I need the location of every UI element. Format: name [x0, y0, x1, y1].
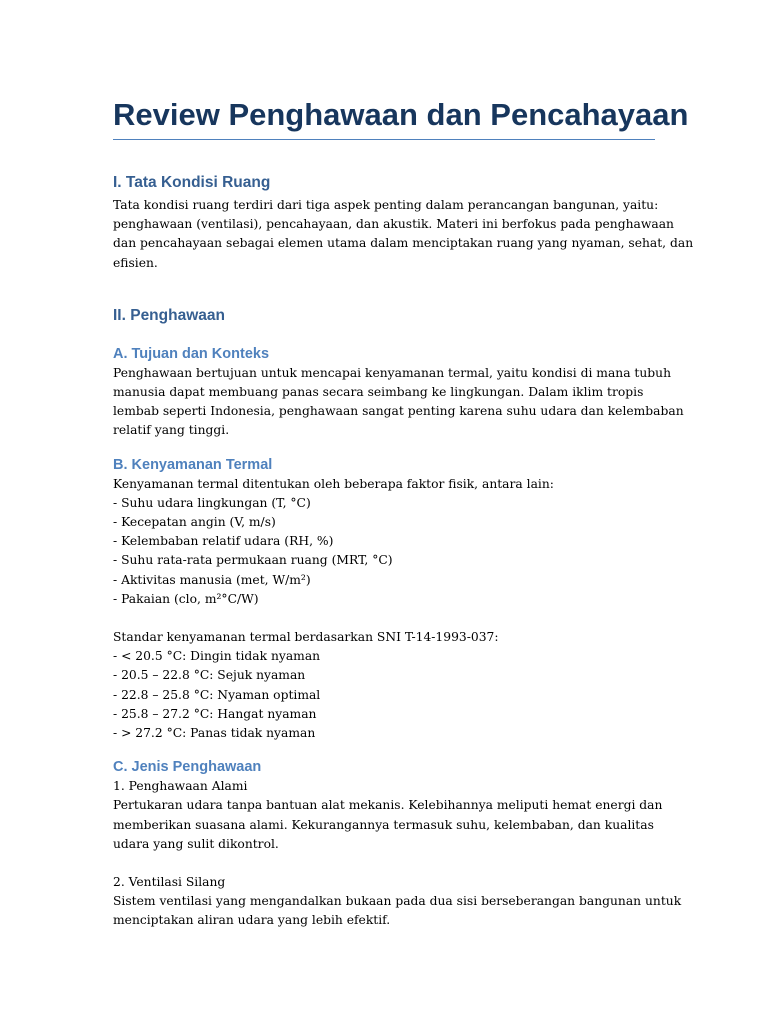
item-title: 2. Ventilasi Silang [113, 875, 226, 890]
text-line: lembab seperti Indonesia, penghawaan sangat penting karena suhu udara dan kelembaban [113, 404, 684, 419]
text-line: Penghawaan bertujuan untuk mencapai kenyamanan termal, yaitu kondisi di mana tubuh [113, 365, 672, 380]
list-item: - Suhu udara lingkungan (T, °C) [113, 495, 311, 510]
text-line: Tata kondisi ruang terdiri dari tiga aspek penting dalam perancangan bangunan, yaitu: [113, 198, 659, 212]
list-intro: Kenyamanan termal ditentukan oleh beberapa faktor fisik, antara lain: [113, 476, 554, 491]
subheading-jenis-penghawaan: C. Jenis Penghawaan [113, 759, 262, 776]
list-item: - 20.5 – 22.8 °C: Sejuk nyaman [113, 668, 306, 683]
text-line: efisien. [113, 255, 158, 270]
text-line: penghawaan (ventilasi), pencahayaan, dan akustik. Materi ini berfokus pada penghawaan [113, 217, 674, 232]
list-item: - 22.8 – 25.8 °C: Nyaman optimal [113, 687, 321, 702]
document-content [113, 94, 694, 931]
factors-list [113, 475, 658, 609]
subheading-tujuan-dan-konteks: A. Tujuan dan Konteks [113, 345, 270, 362]
text-line: dan pencahayaan sebagai elemen utama dalam menciptakan ruang yang nyaman, sehat, dan [113, 236, 694, 251]
list-intro: Standar kenyamanan termal berdasarkan SNI T-14-1993-037: [113, 630, 499, 645]
text-line: Pertukaran udara tanpa bantuan alat mekanis. Kelebihannya meliputi hemat energi dan [113, 798, 663, 813]
list-item: - Kelembaban relatif udara (RH, %) [113, 534, 334, 549]
list-item: - Kecepatan angin (V, m/s) [113, 515, 276, 530]
text-line: udara yang sulit dikontrol. [113, 836, 279, 851]
text-line: relatif yang tinggi. [113, 423, 230, 438]
item-title: 1. Penghawaan Alami [113, 779, 248, 794]
section1-paragraph [113, 196, 694, 273]
subheading-kenyamanan-termal: B. Kenyamanan Termal [113, 456, 273, 473]
silang-paragraph [113, 873, 682, 931]
alami-paragraph [113, 777, 663, 854]
document-title: Review Penghawaan dan Pencahayaan [113, 97, 689, 132]
list-item: - Aktivitas manusia (met, W/m²) [113, 572, 311, 587]
list-item: - < 20.5 °C: Dingin tidak nyaman [113, 649, 321, 664]
list-item: - > 27.2 °C: Panas tidak nyaman [113, 726, 316, 741]
section-heading-penghawaan: II. Penghawaan [113, 306, 225, 324]
list-item: - Pakaian (clo, m²°C/W) [113, 591, 259, 606]
tujuan-paragraph [113, 364, 684, 441]
text-line: memberikan suasana alami. Kekurangannya termasuk suhu, kelembaban, dan kualitas [113, 817, 654, 832]
list-item: - 25.8 – 27.2 °C: Hangat nyaman [113, 706, 317, 721]
text-line: manusia dapat membuang panas secara seimbang ke lingkungan. Dalam iklim tropis [113, 385, 644, 400]
text-line: menciptakan aliran udara yang lebih efektif. [113, 913, 391, 928]
section-heading-tata-kondisi-ruang: I. Tata Kondisi Ruang [113, 174, 271, 191]
list-item: - Suhu rata-rata permukaan ruang (MRT, °C) [113, 553, 393, 568]
standard-list [113, 628, 658, 743]
text-line: Sistem ventilasi yang mengandalkan bukaan pada dua sisi berseberangan bangunan untuk [113, 894, 682, 909]
